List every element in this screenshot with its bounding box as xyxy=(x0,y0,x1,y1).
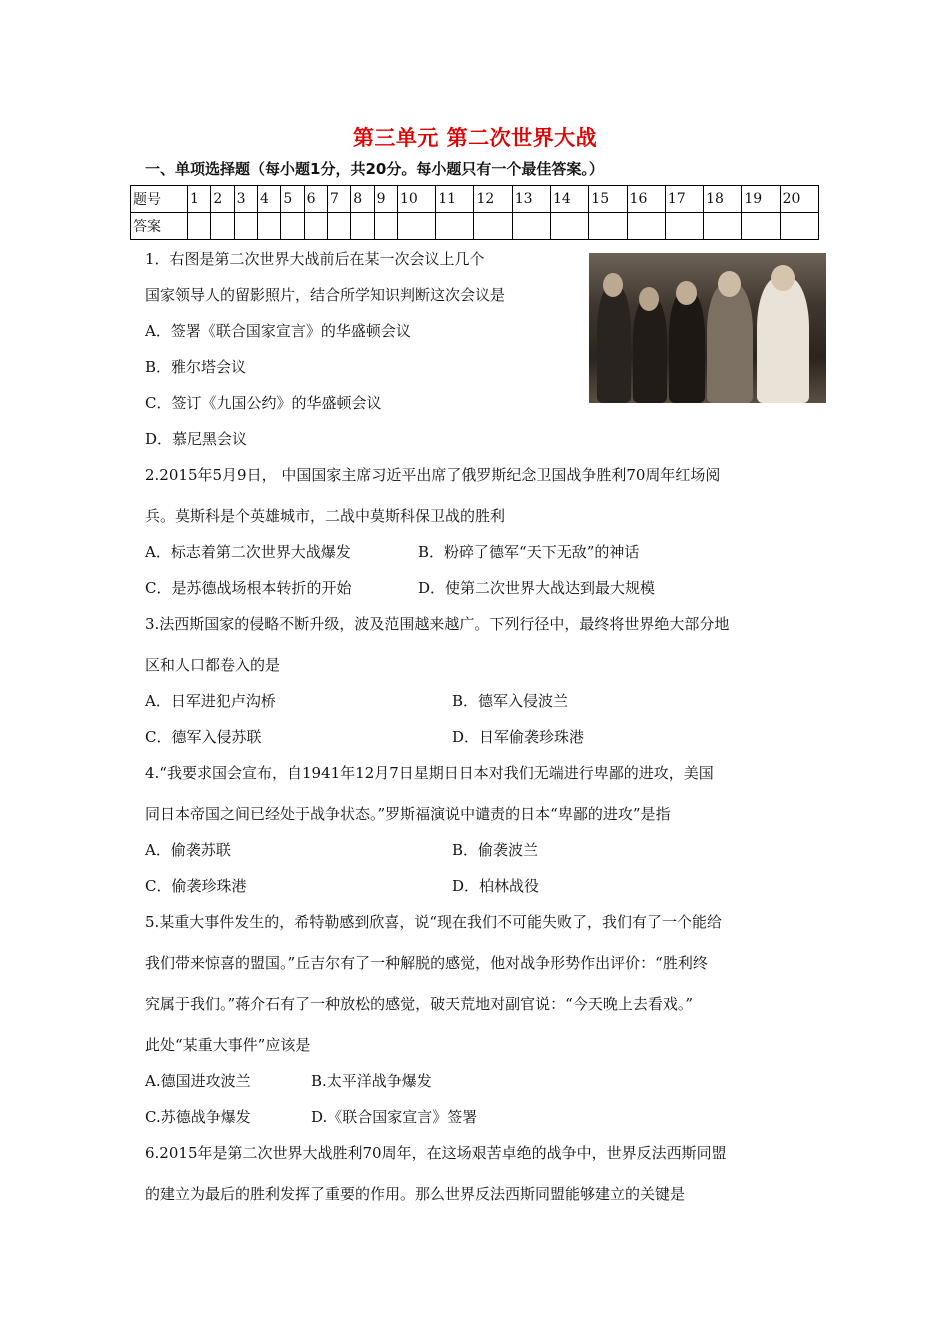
leaders-photo xyxy=(589,253,826,403)
q1-line2: 国家领导人的留影照片，结合所学知识判断这次会议是 xyxy=(145,286,506,304)
q5-option-b: B.太平洋战争爆发 xyxy=(311,1072,432,1090)
q4-option-d: D．柏林战役 xyxy=(452,877,540,895)
answer-cell[interactable] xyxy=(211,213,234,240)
answer-cell[interactable] xyxy=(551,213,589,240)
question-number-cell: 18 xyxy=(704,186,742,213)
answer-cell[interactable] xyxy=(627,213,665,240)
q3-line1: 3.法西斯国家的侵略不断升级，波及范围越来越广。下列行径中，最终将世界绝大部分地 xyxy=(145,615,730,633)
question-number-cell: 16 xyxy=(627,186,665,213)
question-number-cell: 13 xyxy=(512,186,550,213)
answer-cell[interactable] xyxy=(234,213,257,240)
question-number-cell: 10 xyxy=(397,186,435,213)
q2-option-a: A．标志着第二次世界大战爆发 xyxy=(145,543,351,561)
answer-cell[interactable] xyxy=(665,213,703,240)
answer-cell[interactable] xyxy=(780,213,818,240)
answer-cell[interactable] xyxy=(512,213,550,240)
q2-line2: 兵。莫斯科是个英雄城市，二战中莫斯科保卫战的胜利 xyxy=(145,507,506,525)
q1-option-b: B．雅尔塔会议 xyxy=(145,358,247,376)
q1-option-c: C．签订《九国公约》的华盛顿会议 xyxy=(145,394,382,412)
question-number-cell: 7 xyxy=(327,186,350,213)
q1-line1: 1．右图是第二次世界大战前后在某一次会议上几个 xyxy=(145,250,485,268)
q6-line1: 6.2015年是第二次世界大战胜利70周年，在这场艰苦卓绝的战争中，世界反法西斯同盟 xyxy=(145,1144,727,1162)
q2-option-c: C．是苏德战场根本转折的开始 xyxy=(145,579,352,597)
q1-option-d: D．慕尼黑会议 xyxy=(145,430,248,448)
question-number-cell: 17 xyxy=(665,186,703,213)
question-number-cell: 11 xyxy=(436,186,474,213)
answer-cell[interactable] xyxy=(374,213,397,240)
q3-option-c: C．德军入侵苏联 xyxy=(145,728,262,746)
question-number-cell: 5 xyxy=(281,186,304,213)
question-number-cell: 8 xyxy=(351,186,374,213)
answer-table xyxy=(130,185,819,240)
answer-cell[interactable] xyxy=(397,213,435,240)
answer-cell[interactable] xyxy=(257,213,280,240)
question-number-cell: 14 xyxy=(551,186,589,213)
question-number-cell: 20 xyxy=(780,186,818,213)
q2-option-b: B．粉碎了德军“天下无敌”的神话 xyxy=(418,543,640,561)
q3-option-a: A．日军进犯卢沟桥 xyxy=(145,692,276,710)
answer-table-answer-row xyxy=(131,213,819,240)
answer-cell[interactable] xyxy=(304,213,327,240)
q6-line2: 的建立为最后的胜利发挥了重要的作用。那么世界反法西斯同盟能够建立的关键是 xyxy=(145,1185,686,1203)
answer-cell[interactable] xyxy=(436,213,474,240)
answer-cell[interactable] xyxy=(589,213,627,240)
row-label-number: 题号 xyxy=(131,186,188,213)
q5-option-a: A.德国进攻波兰 xyxy=(145,1072,251,1090)
question-number-cell: 9 xyxy=(374,186,397,213)
question-number-cell: 1 xyxy=(188,186,211,213)
answer-table-number-row xyxy=(131,186,819,213)
question-number-cell: 15 xyxy=(589,186,627,213)
q3-option-b: B．德军入侵波兰 xyxy=(452,692,569,710)
q4-option-a: A．偷袭苏联 xyxy=(145,841,231,859)
question-number-cell: 3 xyxy=(234,186,257,213)
question-number-cell: 6 xyxy=(304,186,327,213)
q2-line1: 2.2015年5月9日， 中国国家主席习近平出席了俄罗斯纪念卫国战争胜利70周年红场阅 xyxy=(145,466,721,484)
q5-option-c: C.苏德战争爆发 xyxy=(145,1108,251,1126)
answer-cell[interactable] xyxy=(327,213,350,240)
answer-cell[interactable] xyxy=(281,213,304,240)
q4-line2: 同日本帝国之间已经处于战争状态。”罗斯福演说中谴责的日本“卑鄙的进攻”是指 xyxy=(145,805,671,823)
q4-line1: 4.“我要求国会宣布，自1941年12月7日星期日日本对我们无端进行卑鄙的进攻，美国 xyxy=(145,764,714,782)
q4-option-c: C．偷袭珍珠港 xyxy=(145,877,247,895)
answer-cell[interactable] xyxy=(704,213,742,240)
q3-line2: 区和人口都卷入的是 xyxy=(145,656,281,674)
q3-option-d: D．日军偷袭珍珠港 xyxy=(452,728,585,746)
question-number-cell: 4 xyxy=(257,186,280,213)
q5-line4: 此处“某重大事件”应该是 xyxy=(145,1036,311,1054)
q5-option-d: D.《联合国家宣言》签署 xyxy=(311,1108,478,1126)
q5-line3: 究属于我们。”蒋介石有了一种放松的感觉，破天荒地对副官说：“今天晚上去看戏。” xyxy=(145,995,694,1013)
answer-cell[interactable] xyxy=(742,213,780,240)
q1-option-a: A．签署《联合国家宣言》的华盛顿会议 xyxy=(145,322,411,340)
q2-option-d: D．使第二次世界大战达到最大规模 xyxy=(418,579,656,597)
answer-cell[interactable] xyxy=(188,213,211,240)
q5-line1: 5.某重大事件发生的，希特勒感到欣喜，说“现在我们不可能失败了，我们有了一个能给 xyxy=(145,913,722,931)
row-label-answer: 答案 xyxy=(131,213,188,240)
page-title: 第三单元 第二次世界大战 xyxy=(352,126,598,150)
section-heading: 一、单项选择题（每小题1分，共20分。每小题只有一个最佳答案。） xyxy=(145,160,604,178)
question-number-cell: 2 xyxy=(211,186,234,213)
question-number-cell: 19 xyxy=(742,186,780,213)
q4-option-b: B．偷袭波兰 xyxy=(452,841,539,859)
q5-line2: 我们带来惊喜的盟国。”丘吉尔有了一种解脱的感觉，他对战争形势作出评价：“胜利终 xyxy=(145,954,708,972)
question-number-cell: 12 xyxy=(474,186,512,213)
answer-cell[interactable] xyxy=(474,213,512,240)
answer-cell[interactable] xyxy=(351,213,374,240)
